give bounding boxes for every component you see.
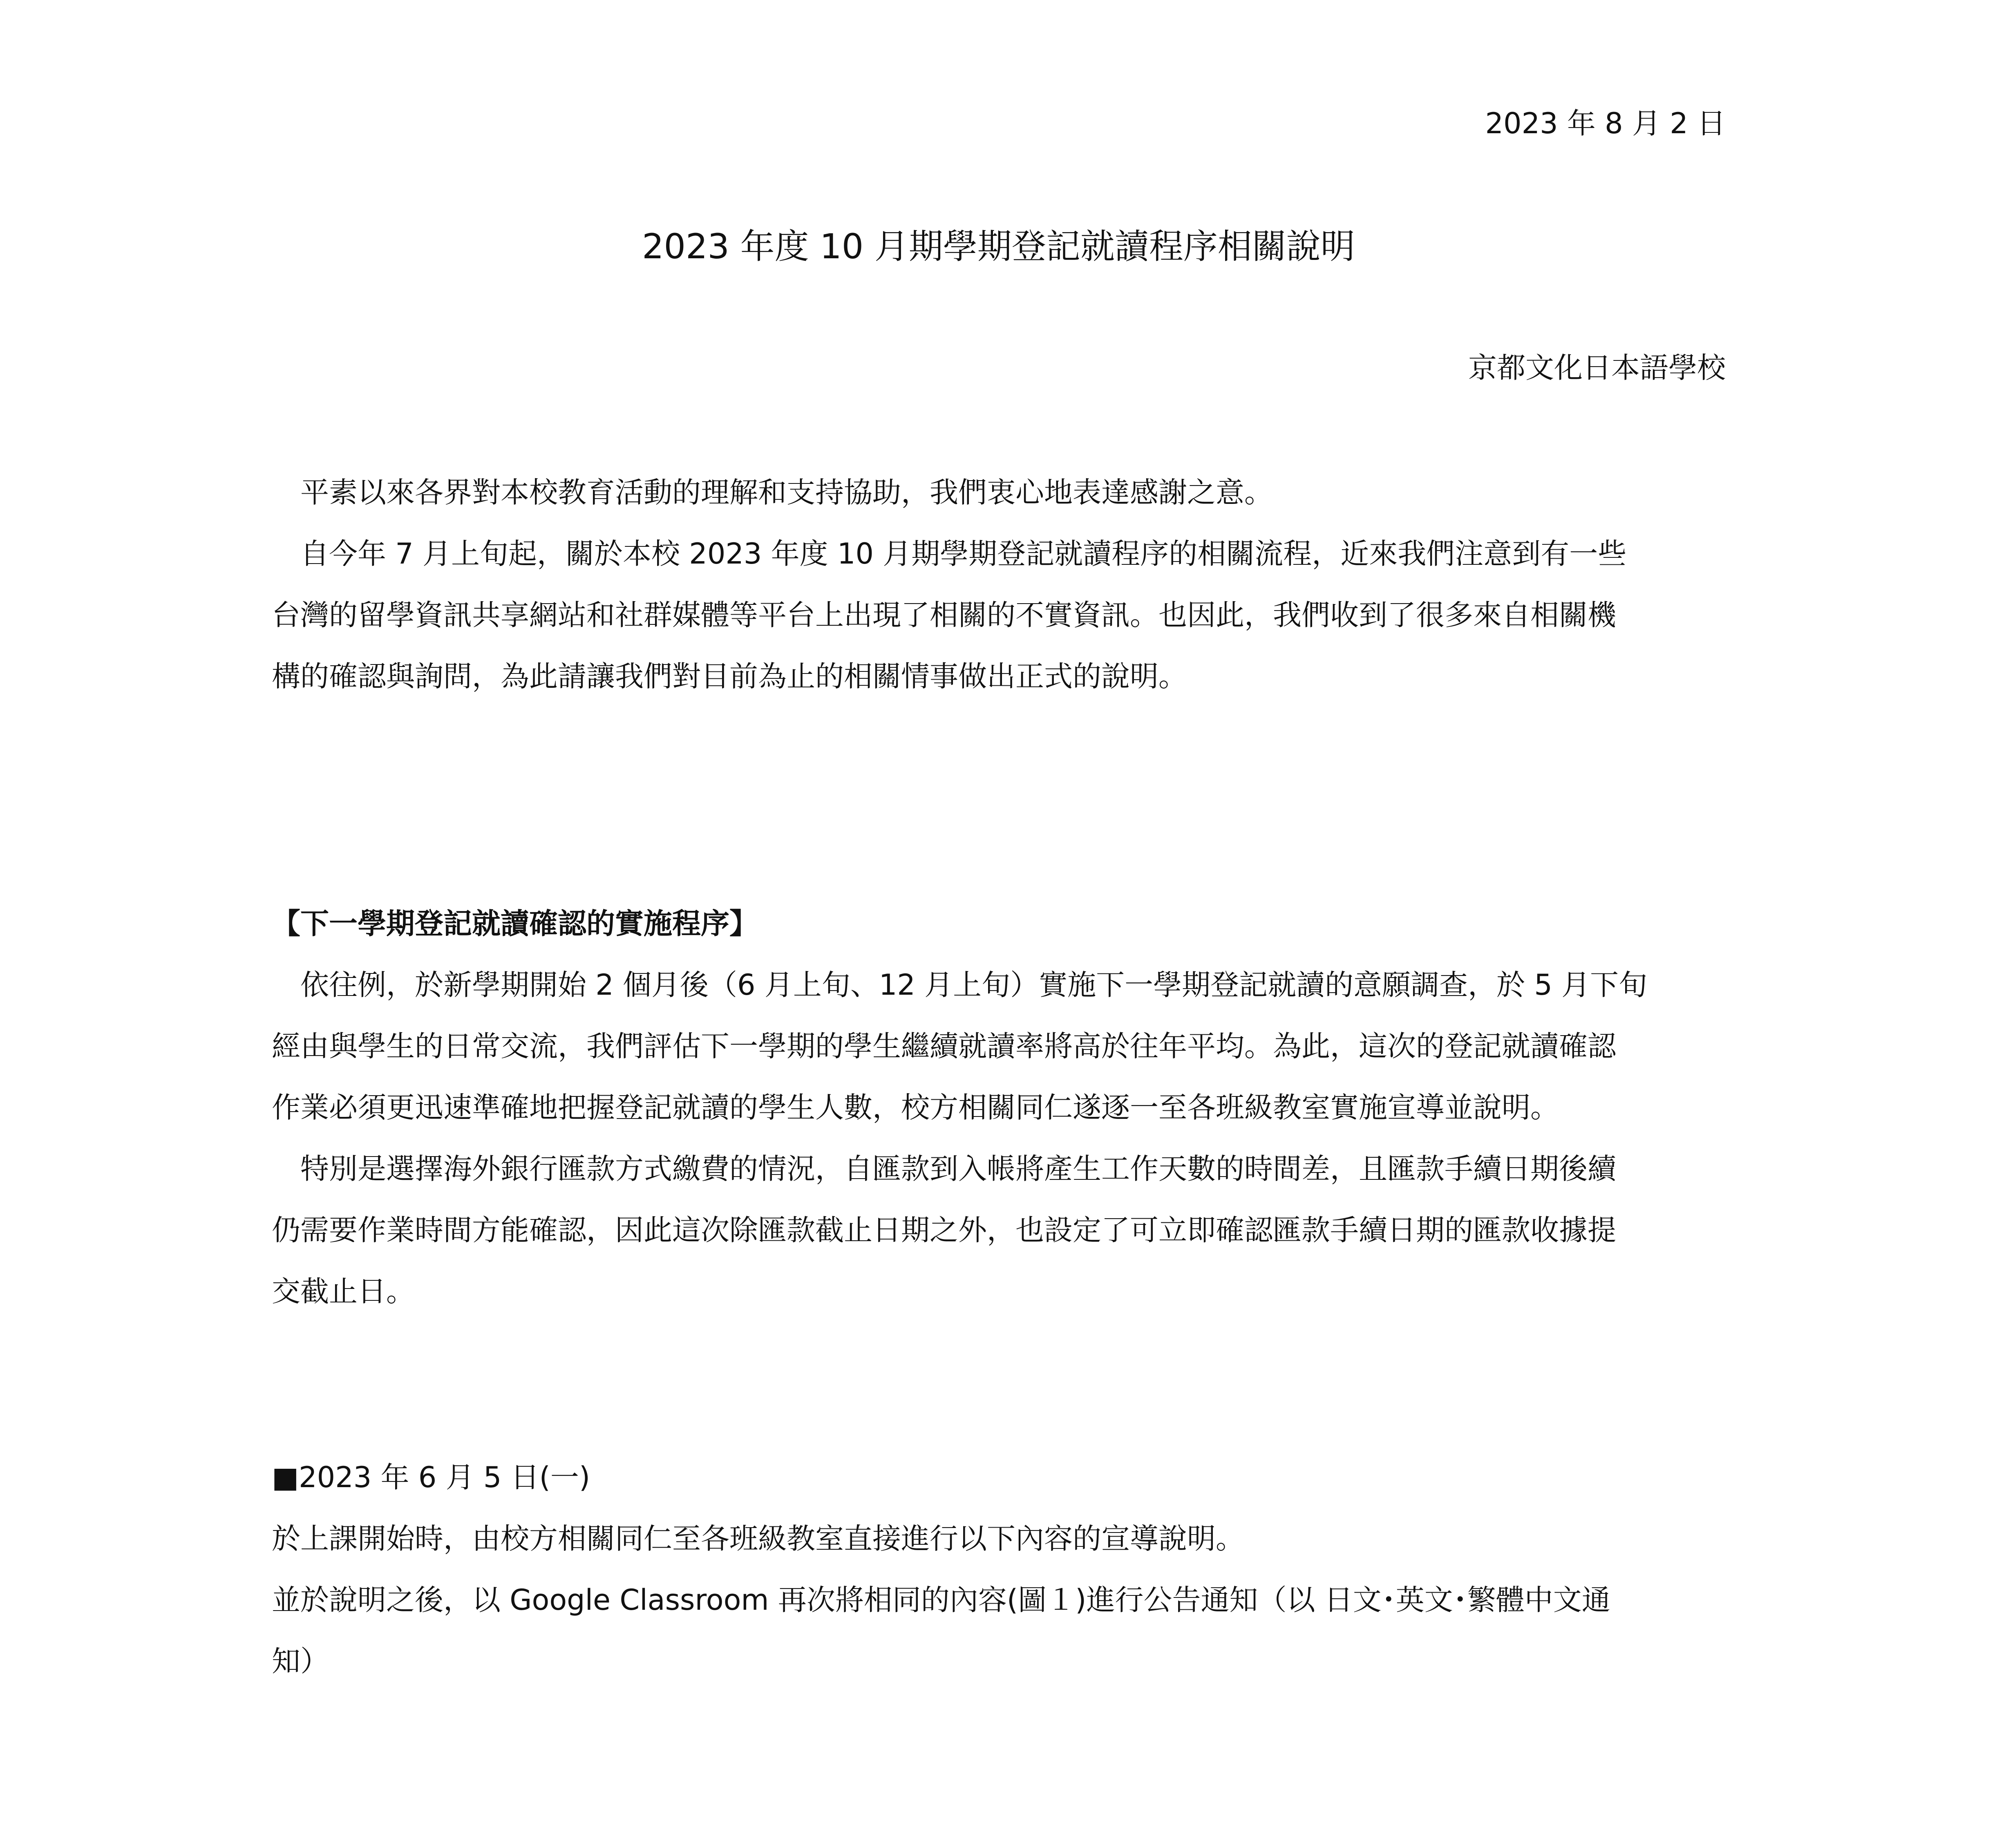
event-paragraph-line: 並於說明之後，以 Google Classroom 再次將相同的內容(圖１)進行公告通知（以 日文･英文･繁體中文通 xyxy=(272,1583,1610,1617)
section-paragraph-line: 依往例，於新學期開始 2 個月後（6 月上旬、12 月上旬）實施下一學期登記就讀的意願調查，於 5 月下旬 xyxy=(272,968,1648,1002)
document-date: 2023 年 8 月 2 日 xyxy=(1485,107,1726,140)
intro-paragraph-line: 自今年 7 月上旬起，關於本校 2023 年度 10 月期學期登記就讀程序的相關流程，近來我們注意到有一些 xyxy=(272,537,1627,571)
event-paragraph-line: 於上課開始時，由校方相關同仁至各班級教室直接進行以下內容的宣導說明。 xyxy=(272,1522,1244,1555)
section-paragraph-line: 經由與學生的日常交流，我們評估下一學期的學生繼續就讀率將高於往年平均。為此，這次的登記就讀確認 xyxy=(272,1029,1616,1063)
section-paragraph-line: 交截止日。 xyxy=(272,1275,415,1308)
document-title: 2023 年度 10 月期學期登記就讀程序相關說明 xyxy=(642,226,1355,266)
section-heading: 【下一學期登記就讀確認的實施程序】 xyxy=(272,907,758,940)
event-date-heading: ■2023 年 6 月 5 日(一) xyxy=(272,1461,590,1494)
section-paragraph-line: 作業必須更迅速準確地把握登記就讀的學生人數，校方相關同仁遂逐一至各班級教室實施宣導並說明。 xyxy=(272,1091,1559,1124)
organization-name: 京都文化日本語學校 xyxy=(1468,351,1726,385)
intro-paragraph-line: 構的確認與詢問，為此請讓我們對目前為止的相關情事做出正式的說明。 xyxy=(272,660,1187,693)
intro-paragraph-line: 台灣的留學資訊共享網站和社群媒體等平台上出現了相關的不實資訊。也因此，我們收到了很多來自相關機 xyxy=(272,598,1616,632)
intro-paragraph-line: 平素以來各界對本校教育活動的理解和支持協助，我們衷心地表達感謝之意。 xyxy=(272,476,1273,509)
event-paragraph-line: 知） xyxy=(272,1644,329,1678)
section-paragraph-line: 特別是選擇海外銀行匯款方式繳費的情況，自匯款到入帳將產生工作天數的時間差，且匯款手續日期後續 xyxy=(272,1152,1616,1186)
section-paragraph-line: 仍需要作業時間方能確認，因此這次除匯款截止日期之外，也設定了可立即確認匯款手續日期的匯款收據提 xyxy=(272,1213,1616,1247)
